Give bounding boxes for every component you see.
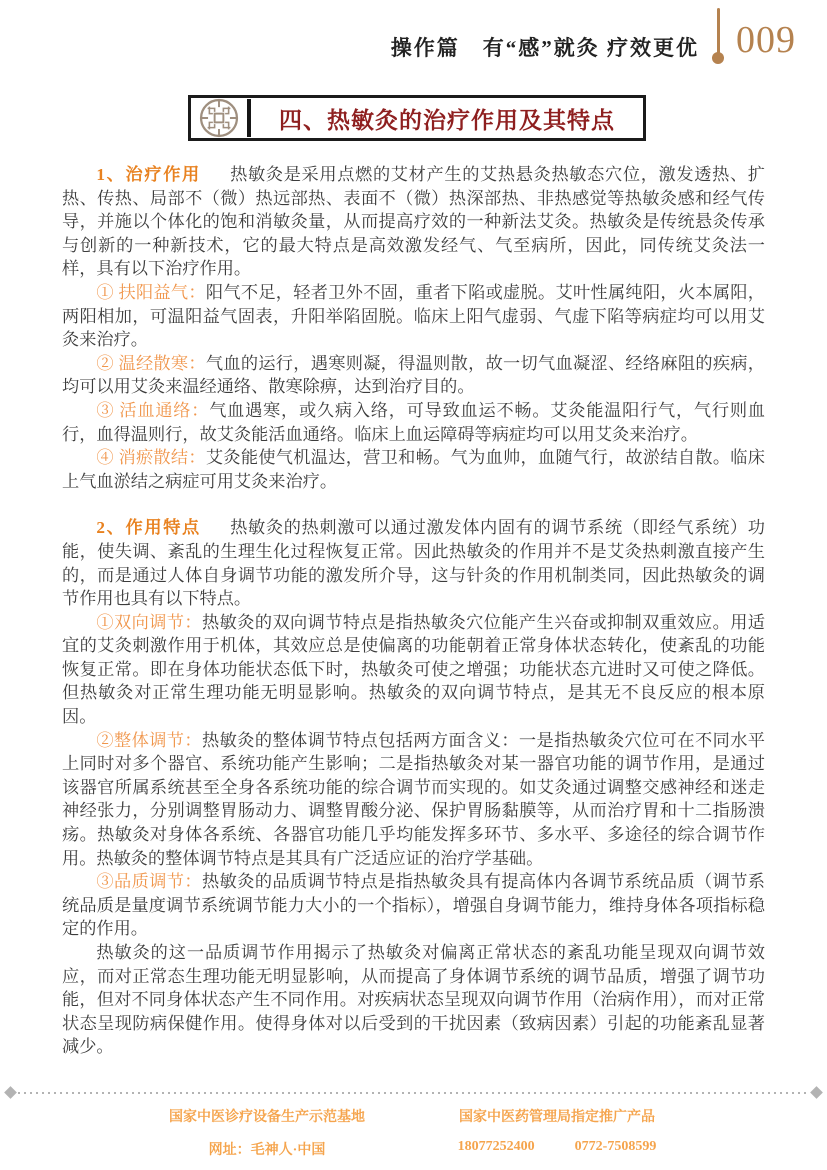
item-label: ③品质调节： [96, 872, 203, 892]
diamond-icon [4, 1086, 17, 1099]
item-label: ① 扶阳益气： [96, 282, 206, 302]
page-number-pin-icon [712, 8, 724, 68]
item-label: ② 温经散寒： [96, 353, 206, 373]
footer-base-label: 国家中医诊疗设备生产示范基地 [169, 1110, 365, 1125]
paragraph-item-holistic [62, 729, 765, 871]
footer-phone-1: 18077252400 [457, 1139, 535, 1154]
paragraph-text: 艾灸能使气机温达，营卫和畅。气为血帅，血随气行，故淤结自散。临床上气血淤结之病症可用艾灸来治疗。 [62, 448, 765, 491]
heading-treatment-effects: 1、治疗作用 [96, 165, 201, 184]
paragraph-item-huoxue [62, 399, 765, 446]
diamond-icon [810, 1086, 823, 1099]
dotted-line [18, 1091, 809, 1094]
item-label: ④ 消瘀散结： [96, 448, 206, 468]
paragraph-text: 热敏灸的热刺激可以通过激发体内固有的调节系统（即经气系统）功能，使失调、紊乱的生理生化过程恢复正常。因此热敏灸的作用并不是艾灸热刺激直接产生的，而是通过人体自身调节功能的激发所介导，这与针灸的作用机制类同，因此热敏灸的调节作用也具有以下特点。 [62, 518, 765, 609]
paragraph-text: 热敏灸是采用点燃的艾材产生的艾热悬灸热敏态穴位，激发透热、扩热、传热、局部不（微）热远部热、表面不（微）热深部热、非热感觉等热敏灸感和经气传导，并施以个体化的饱和消敏灸量，从而提高疗效的一种新法艾灸。热敏灸是传统悬灸传承与创新的一种新技术，它的最大特点是高效激发经气、气至病所，因此，同传统艾灸法一样，具有以下治疗作用。 [62, 165, 765, 279]
footer-product-label: 国家中医药管理局指定推广产品 [459, 1110, 655, 1125]
paragraph-text: 热敏灸的双向调节特点是指热敏灸穴位能产生兴奋或抑制双重效应。用适宜的艾灸刺激作用于机体，其效应总是使偏离的功能朝着正常身体状态转化，使紊乱的功能恢复正常。即在身体功能状态低下时，热敏灸可使之增强；功能状态亢进时又可使之降低。但热敏灸对正常生理功能无明显影响。热敏灸的双向调节特点，是其无不良反应的根本原因。 [62, 612, 765, 727]
footer-right-column [427, 1106, 687, 1155]
footer-left-column [137, 1106, 397, 1159]
paragraph-text: 热敏灸的这一品质调节作用揭示了热敏灸对偏离正常状态的紊乱功能呈现双向调节效应，而对正常态生理功能无明显影响，从而提高了身体调节系统的调节品质，增强了调节功能，但对不同身体状态产生不同作用。对疾病状态呈现双向调节作用（治病作用），而对正常状态呈现防病保健作用。使得身体对以后受到的干扰因素（致病因素）引起的功能紊乱显著减少。 [62, 943, 765, 1057]
footer-website: 网址：毛神人·中国 [208, 1143, 326, 1158]
paragraph-text: 气血的运行，遇寒则凝，得温则散，故一切气血凝涩、经络麻阻的疾病，均可以用艾灸来温经通络、散寒除痹，达到治疗目的。 [62, 353, 765, 397]
paragraph-text: 气血遇寒，或久病入络，可导致血运不畅。艾灸能温阳行气，气行则血行，血得温则行，故艾灸能活血通络。临床上血运障碍等病症均可以用艾灸来治疗。 [62, 400, 765, 444]
paragraph-text: 阳气不足，轻者卫外不固，重者下陷或虚脱。艾叶性属纯阳，火本属阳，两阳相加，可温阳益气固表，升阳举陷固脱。临床上阳气虚弱、气虚下陷等病症均可以用艾灸来治疗。 [62, 282, 765, 350]
pin-dot [712, 52, 724, 64]
paragraph-item-fuyang [62, 281, 765, 352]
page-number: 009 [736, 19, 796, 61]
paragraph-closing [62, 941, 765, 1059]
item-label: ②整体调节： [96, 730, 203, 750]
coin-ornament-icon [191, 98, 247, 138]
footer-dotted-rule [6, 1088, 821, 1097]
item-label: ③ 活血通络： [96, 400, 210, 420]
footer-phone-2: 0772-7508599 [574, 1139, 657, 1154]
section-title-box [188, 95, 646, 141]
paragraph-text: 热敏灸的品质调节特点是指热敏灸具有提高体内各调节系统品质（调节系统品质是量度调节系统调节能力大小的一个指标），增强自身调节能力，维持身体各项指标稳定的作用。 [62, 872, 765, 939]
section-title: 四、热敏灸的治疗作用及其特点 [279, 107, 615, 133]
heading-action-features: 2、作用特点 [96, 518, 201, 538]
pin-line [717, 8, 720, 54]
paragraph-treatment-intro [62, 163, 765, 281]
paragraph-text: 热敏灸的整体调节特点包括两方面含义：一是指热敏灸穴位可在不同水平上同时对多个器官、系统功能产生影响；二是指热敏灸对某一器官功能的调节作用，是通过该器官所属系统甚至全身各系统功能的综合调节而实现的。如艾灸通过调整交感神经和迷走神经张力，分别调整胃肠动力、调整胃酸分泌、保护胃肠黏膜等，从而治疗胃和十二指肠溃疡。热敏灸对身体各系统、各器官功能几乎均能发挥多环节、多水平、多途径的综合调节作用。热敏灸的整体调节特点是其具有广泛适应证的治疗学基础。 [62, 730, 765, 868]
article-body [62, 163, 765, 1059]
chapter-title: 操作篇 有“感”就灸 疗效更优 [390, 36, 699, 60]
paragraph-item-wenjing [62, 352, 765, 399]
paragraph-item-xiaoyu [62, 446, 765, 493]
item-label: ①双向调节： [96, 612, 203, 632]
paragraph-item-bidirectional [62, 611, 765, 729]
paragraph-item-quality [62, 870, 765, 941]
paragraph-features-intro [62, 516, 765, 610]
